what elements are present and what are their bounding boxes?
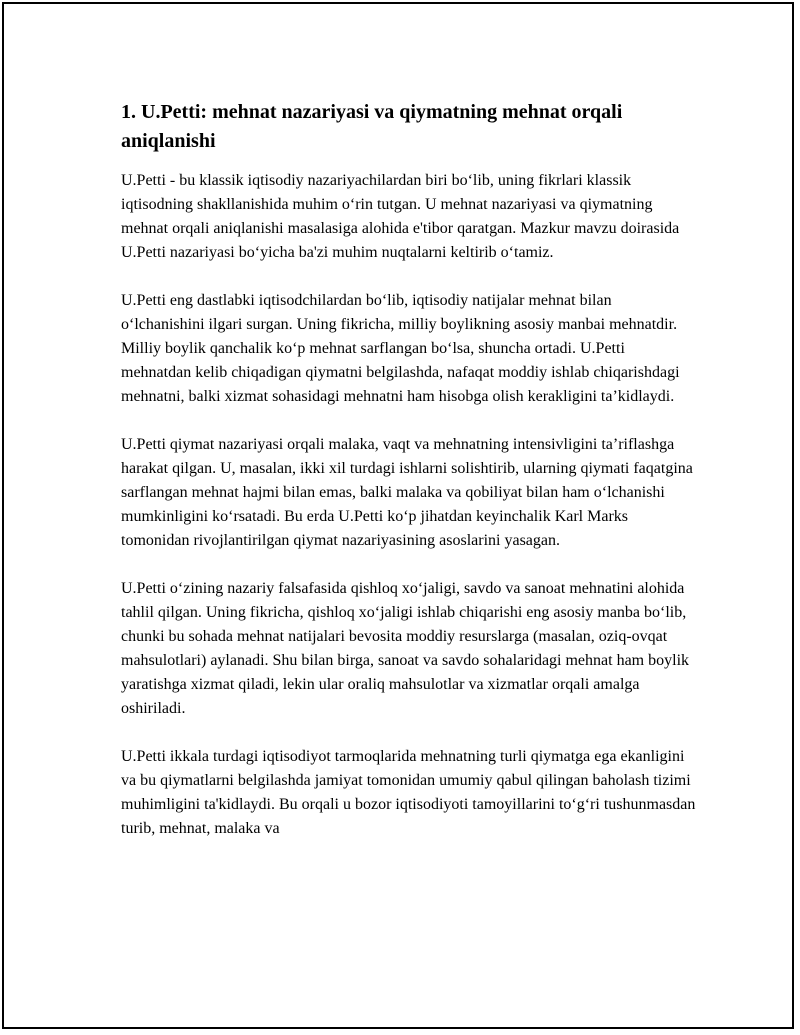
paragraph-5: U.Petti ikkala turdagi iqtisodiyot tarmoqlarida mehnatning turli qiymatga ega ekanligini va bu qiymatlarni belgilashda jamiyat tomonidan umumiy qabul qilingan baholash tizimi muhimligini ta'kidlaydi. Bu orqali u bozor iqtisodiyoti tamoyillarini toʻgʻri tushunmasdan turib, mehnat, malaka va	[121, 748, 696, 837]
document-body	[121, 98, 697, 865]
paragraph-1: U.Petti - bu klassik iqtisodiy nazariyachilardan biri boʻlib, uning fikrlari klassik iqtisodning shakllanishida muhim oʻrin tutgan. U mehnat nazariyasi va qiymatning mehnat orqali aniqlanishi masalasiga alohida e'tibor qaratgan. Mazkur mavzu doirasida U.Petti nazariyasi boʻyicha ba'zi muhim nuqtalarni keltirib oʻtamiz.	[121, 172, 680, 261]
page-frame	[2, 2, 794, 1029]
paragraph-3: U.Petti qiymat nazariyasi orqali malaka, vaqt va mehnatning intensivligini ta’riflashga harakat qilgan. U, masalan, ikki xil turdagi ishlarni solishtirib, ularning qiymati faqatgina sarflangan mehnat hajmi bilan emas, balki malaka va qobiliyat bilan ham oʻlchanishi mumkinligini koʻrsatadi. Bu erda U.Petti koʻp jihatdan keyinchalik Karl Marks tomonidan rivojlantirilgan qiymat nazariyasining asoslarini yasagan.	[121, 436, 693, 549]
section-heading: 1. U.Petti: mehnat nazariyasi va qiymatning mehnat orqali aniqlanishi	[121, 101, 623, 152]
paragraph-2: U.Petti eng dastlabki iqtisodchilardan boʻlib, iqtisodiy natijalar mehnat bilan oʻlchanishini ilgari surgan. Uning fikricha, milliy boylikning asosiy manbai mehnatdir. Milliy boylik qanchalik koʻp mehnat sarflangan boʻlsa, shuncha ortadi. U.Petti mehnatdan kelib chiqadigan qiymatni belgilashda, nafaqat moddiy ishlab chiqarishdagi mehnatni, balki xizmat sohasidagi mehnatni ham hisobga olish kerakligini ta’kidlaydi.	[121, 292, 680, 405]
paragraph-4: U.Petti oʻzining nazariy falsafasida qishloq xoʻjaligi, savdo va sanoat mehnatini alohida tahlil qilgan. Uning fikricha, qishloq xoʻjaligi ishlab chiqarishi eng asosiy manba boʻlib, chunki bu sohada mehnat natijalari bevosita moddiy resurslarga (masalan, oziq-ovqat mahsulotlari) aylanadi. Shu bilan birga, sanoat va savdo sohalaridagi mehnat ham boylik yaratishga xizmat qiladi, lekin ular oraliq mahsulotlar va xizmatlar orqali amalga oshiriladi.	[121, 580, 690, 717]
